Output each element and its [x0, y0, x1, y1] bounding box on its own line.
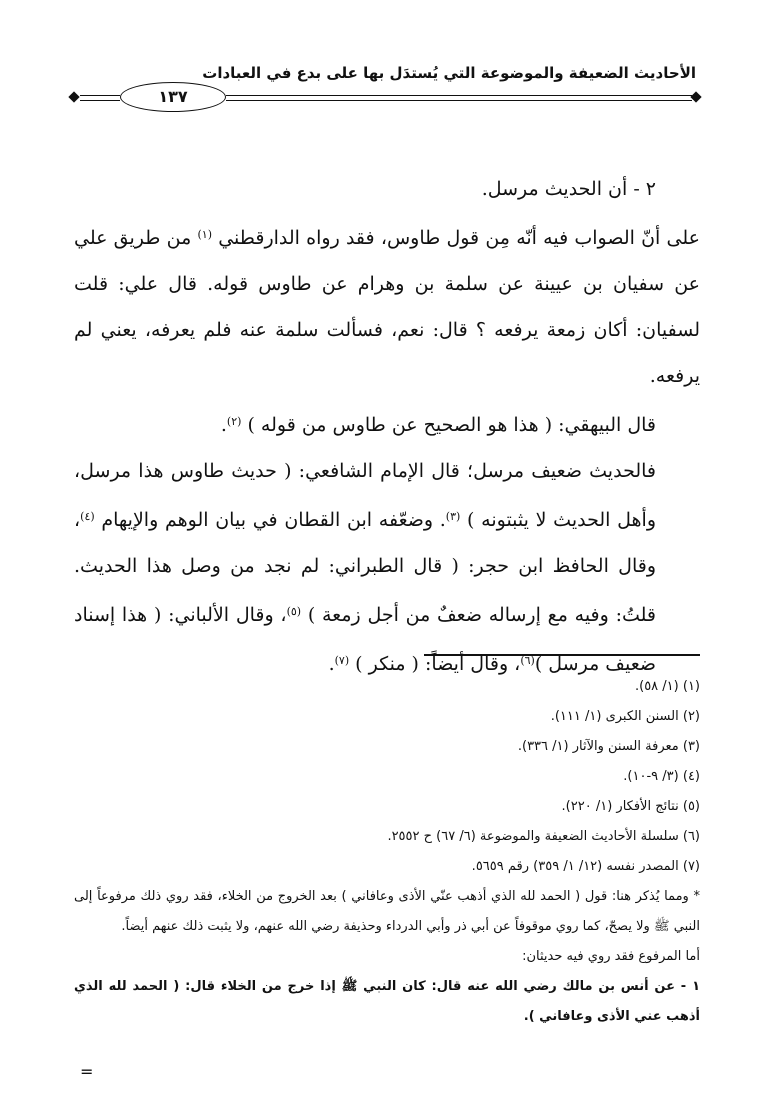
paragraph-1-text-b: من طريق علي عن سفيان بن عيينة عن سلمة بن وهرام عن طاوس قوله. قال علي: قلت لسفيان: أكان زمعة يرفعه ؟ قال: نعم، فسألت سلمة عنه فلم يعرفه، يعني لم يرفعه. [74, 227, 700, 387]
paragraph-2-text-a: قال البيهقي: ( هذا هو الصحيح عن طاوس من قوله ) [247, 414, 656, 436]
footnote-7: (٧) المصدر نفسه (١٢/ ١/ ٣٥٩) رقم ٥٦٥٩. [471, 859, 700, 874]
header-rule-left [80, 95, 120, 96]
continuation-mark: = [80, 1062, 94, 1081]
running-title: الأحاديث الضعيفة والموضوعة التي يُستدَل بها على بدع في العبادات [202, 64, 696, 82]
paragraph-1 [74, 212, 700, 399]
section-heading: ٢ - أن الحديث مرسل. [481, 178, 656, 200]
note-subheading: أما المرفوع فقد روي فيه حديثان: [522, 949, 700, 964]
paragraph-3 [74, 448, 700, 687]
footnote-ref-1: (١) [197, 228, 212, 241]
paragraph-2 [74, 399, 700, 448]
footnote-ref-3: (٣) [445, 510, 461, 523]
footnote-ref-2: (٢) [226, 415, 242, 428]
footnote-3: (٣) معرفة السنن والآثار (١/ ٣٣٦). [517, 739, 700, 754]
footnote-separator [424, 654, 700, 656]
footnote-ref-5: (٥) [286, 605, 302, 618]
paragraph-3-text-d: ، وقال الألباني: ( هذا إسناد ضعيف مرسل ) [74, 604, 656, 675]
paragraph-3-text-b: . وضعّفه ابن القطان في بيان الوهم والإيهام [101, 509, 446, 531]
footnote-5: (٥) نتائج الأفكار (١/ ٢٢٠). [561, 799, 700, 814]
footnote-ref-7: (٧) [334, 654, 350, 667]
main-text [74, 166, 700, 687]
paragraph-3-text-f: . [328, 653, 335, 675]
footnotes [74, 672, 700, 1032]
right-diamond-ornament [690, 91, 701, 102]
footnote-ref-6: (٦) [520, 654, 535, 667]
note-hadith-1: ١ - عن أنس بن مالك رضي الله عنه قال: كان النبي ﷺ إذا خرج من الخلاء قال: ( الحمد لله الذي أذهب عني الأذى وعافاني ). [74, 979, 700, 1024]
page-number: ١٣٧ [120, 82, 226, 112]
paragraph-3-text-a: فالحديث ضعيف مرسل؛ قال الإمام الشافعي: ( حديث طاوس هذا مرسل، وأهل الحديث لا يثبتونه ) [74, 460, 656, 531]
footnote-4: (٤) (٣/ ٩-١٠). [623, 769, 700, 784]
footnote-6: (٦) سلسلة الأحاديث الضعيفة والموضوعة (٦/ ٦٧) ح ٢٥٥٢. [387, 829, 700, 844]
paragraph-3-text-c: ، وقال الحافظ ابن حجر: ( قال الطبراني: لم نجد من وصل هذا الحديث. قلتُ: وفيه مع إرساله ضعفٌ من أجل زمعة ) [74, 509, 656, 626]
paragraph-2-text-b: . [220, 414, 227, 436]
footnote-1: (١) (١/ ٥٨). [634, 679, 700, 694]
paragraph-3-text-e: ، وقال أيضاً: ( منكر ) [355, 653, 521, 675]
footnote-ref-4: (٤) [80, 510, 95, 523]
left-diamond-ornament [68, 91, 79, 102]
note-paragraph: * ومما يُذكر هنا: قول ( الحمد لله الذي أذهب عنّي الأذى وعافاني ) بعد الخروج من الخلاء، فقد روي ذلك مرفوعاً إلى النبي ﷺ ولا يصحّ، كما روي موقوفاً عن أبي ذر وأبي الدرداء وحذيفة رضي الله عنهم، ولا يثبت ذلك عنهم أيضاً. [74, 889, 700, 934]
header-rule-right-2 [226, 100, 692, 101]
footnote-2: (٢) السنن الكبرى (١/ ١١١). [550, 709, 700, 724]
header-rule-left-2 [80, 100, 120, 101]
paragraph-1-text-a: على أنّ الصواب فيه أنّه مِن قول طاوس، فقد رواه الدارقطني [218, 227, 700, 249]
header-rule-right [226, 95, 692, 96]
